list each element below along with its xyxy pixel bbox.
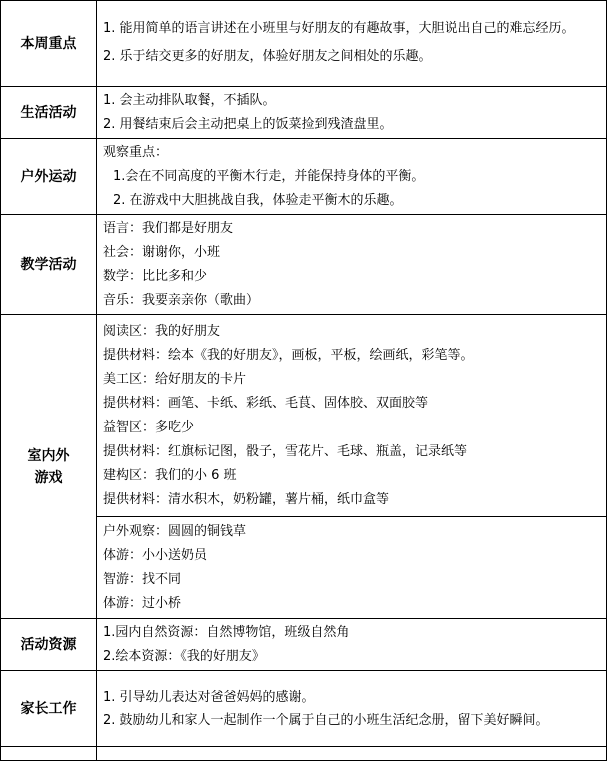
table-row xyxy=(1,671,607,747)
row-content xyxy=(97,1,607,87)
row-label: 活动资源 xyxy=(1,619,97,671)
text-line: 体游：过小桥 xyxy=(103,595,182,611)
table-row xyxy=(1,139,607,215)
text-line: 体游：小小送奶员 xyxy=(103,547,208,563)
row-label: 教学活动 xyxy=(1,215,97,315)
text-line: 2. 乐于结交更多的好朋友，体验好朋友之间相处的乐趣。 xyxy=(103,49,432,64)
table-row xyxy=(1,315,607,517)
text-line: 1. 会主动排队取餐，不插队。 xyxy=(103,92,276,108)
label-line: 室内外 xyxy=(27,447,70,464)
row-label: 生活活动 xyxy=(1,87,97,139)
text-line: 1. 引导幼儿表达对爸爸妈妈的感谢。 xyxy=(103,689,315,705)
table-row xyxy=(1,747,607,761)
text-line: 智游：找不同 xyxy=(103,571,182,587)
text-line: 2.绘本资源：《我的好朋友》 xyxy=(103,648,265,664)
empty-cell xyxy=(1,747,97,761)
indoor-games xyxy=(97,315,607,517)
text-line: 美工区：给好朋友的卡片 xyxy=(103,371,247,387)
text-line: 阅读区：我的好朋友 xyxy=(103,323,221,339)
text-line: 提供材料：红旗标记图，骰子，雪花片、毛球、瓶盖，记录纸等 xyxy=(103,443,468,459)
table-row xyxy=(1,87,607,139)
row-label: 家长工作 xyxy=(1,671,97,747)
text-line: 观察重点： xyxy=(103,144,169,160)
text-line: 2. 鼓励幼儿和家人一起制作一个属于自己的小班生活纪念册，留下美好瞬间。 xyxy=(103,712,549,728)
table-row xyxy=(1,215,607,315)
table-row xyxy=(1,1,607,87)
text-line: 1. 能用简单的语言讲述在小班里与好朋友的有趣故事，大胆说出自己的难忘经历。 xyxy=(103,21,575,36)
row-content xyxy=(97,139,607,215)
text-line: 提供材料：清水积木，奶粉罐，薯片桶，纸巾盒等 xyxy=(103,491,390,507)
text-line: 数学：比比多和少 xyxy=(103,268,208,284)
outdoor-games xyxy=(97,517,607,619)
table-row xyxy=(1,619,607,671)
row-content xyxy=(97,215,607,315)
text-line: 户外观察：圆圆的铜钱草 xyxy=(103,523,247,539)
text-line: 提供材料：绘本《我的好朋友》，画板，平板，绘画纸，彩笔等。 xyxy=(103,347,474,363)
label-line: 游戏 xyxy=(34,469,63,486)
empty-cell xyxy=(97,747,607,761)
row-label: 户外运动 xyxy=(1,139,97,215)
row-content xyxy=(97,671,607,747)
text-line: 音乐：我要亲亲你（歌曲） xyxy=(103,292,260,308)
text-line: 2. 在游戏中大胆挑战自我，体验走平衡木的乐趣。 xyxy=(113,192,403,208)
row-label xyxy=(1,315,97,619)
row-label: 本周重点 xyxy=(1,1,97,87)
text-line: 建构区：我们的小 6 班 xyxy=(103,467,237,483)
row-content xyxy=(97,619,607,671)
text-line: 1.园内自然资源：自然博物馆，班级自然角 xyxy=(103,624,350,640)
row-content xyxy=(97,87,607,139)
text-line: 1.会在不同高度的平衡木行走，并能保持身体的平衡。 xyxy=(113,168,425,184)
text-line: 语言：我们都是好朋友 xyxy=(103,220,234,236)
text-line: 社会：谢谢你，小班 xyxy=(103,244,221,260)
text-line: 益智区：多吃少 xyxy=(103,419,195,435)
text-line: 2. 用餐结束后会主动把桌上的饭菜捡到残渣盘里。 xyxy=(103,116,393,132)
text-line: 提供材料：画笔、卡纸、彩纸、毛茛、固体胶、双面胶等 xyxy=(103,395,429,411)
